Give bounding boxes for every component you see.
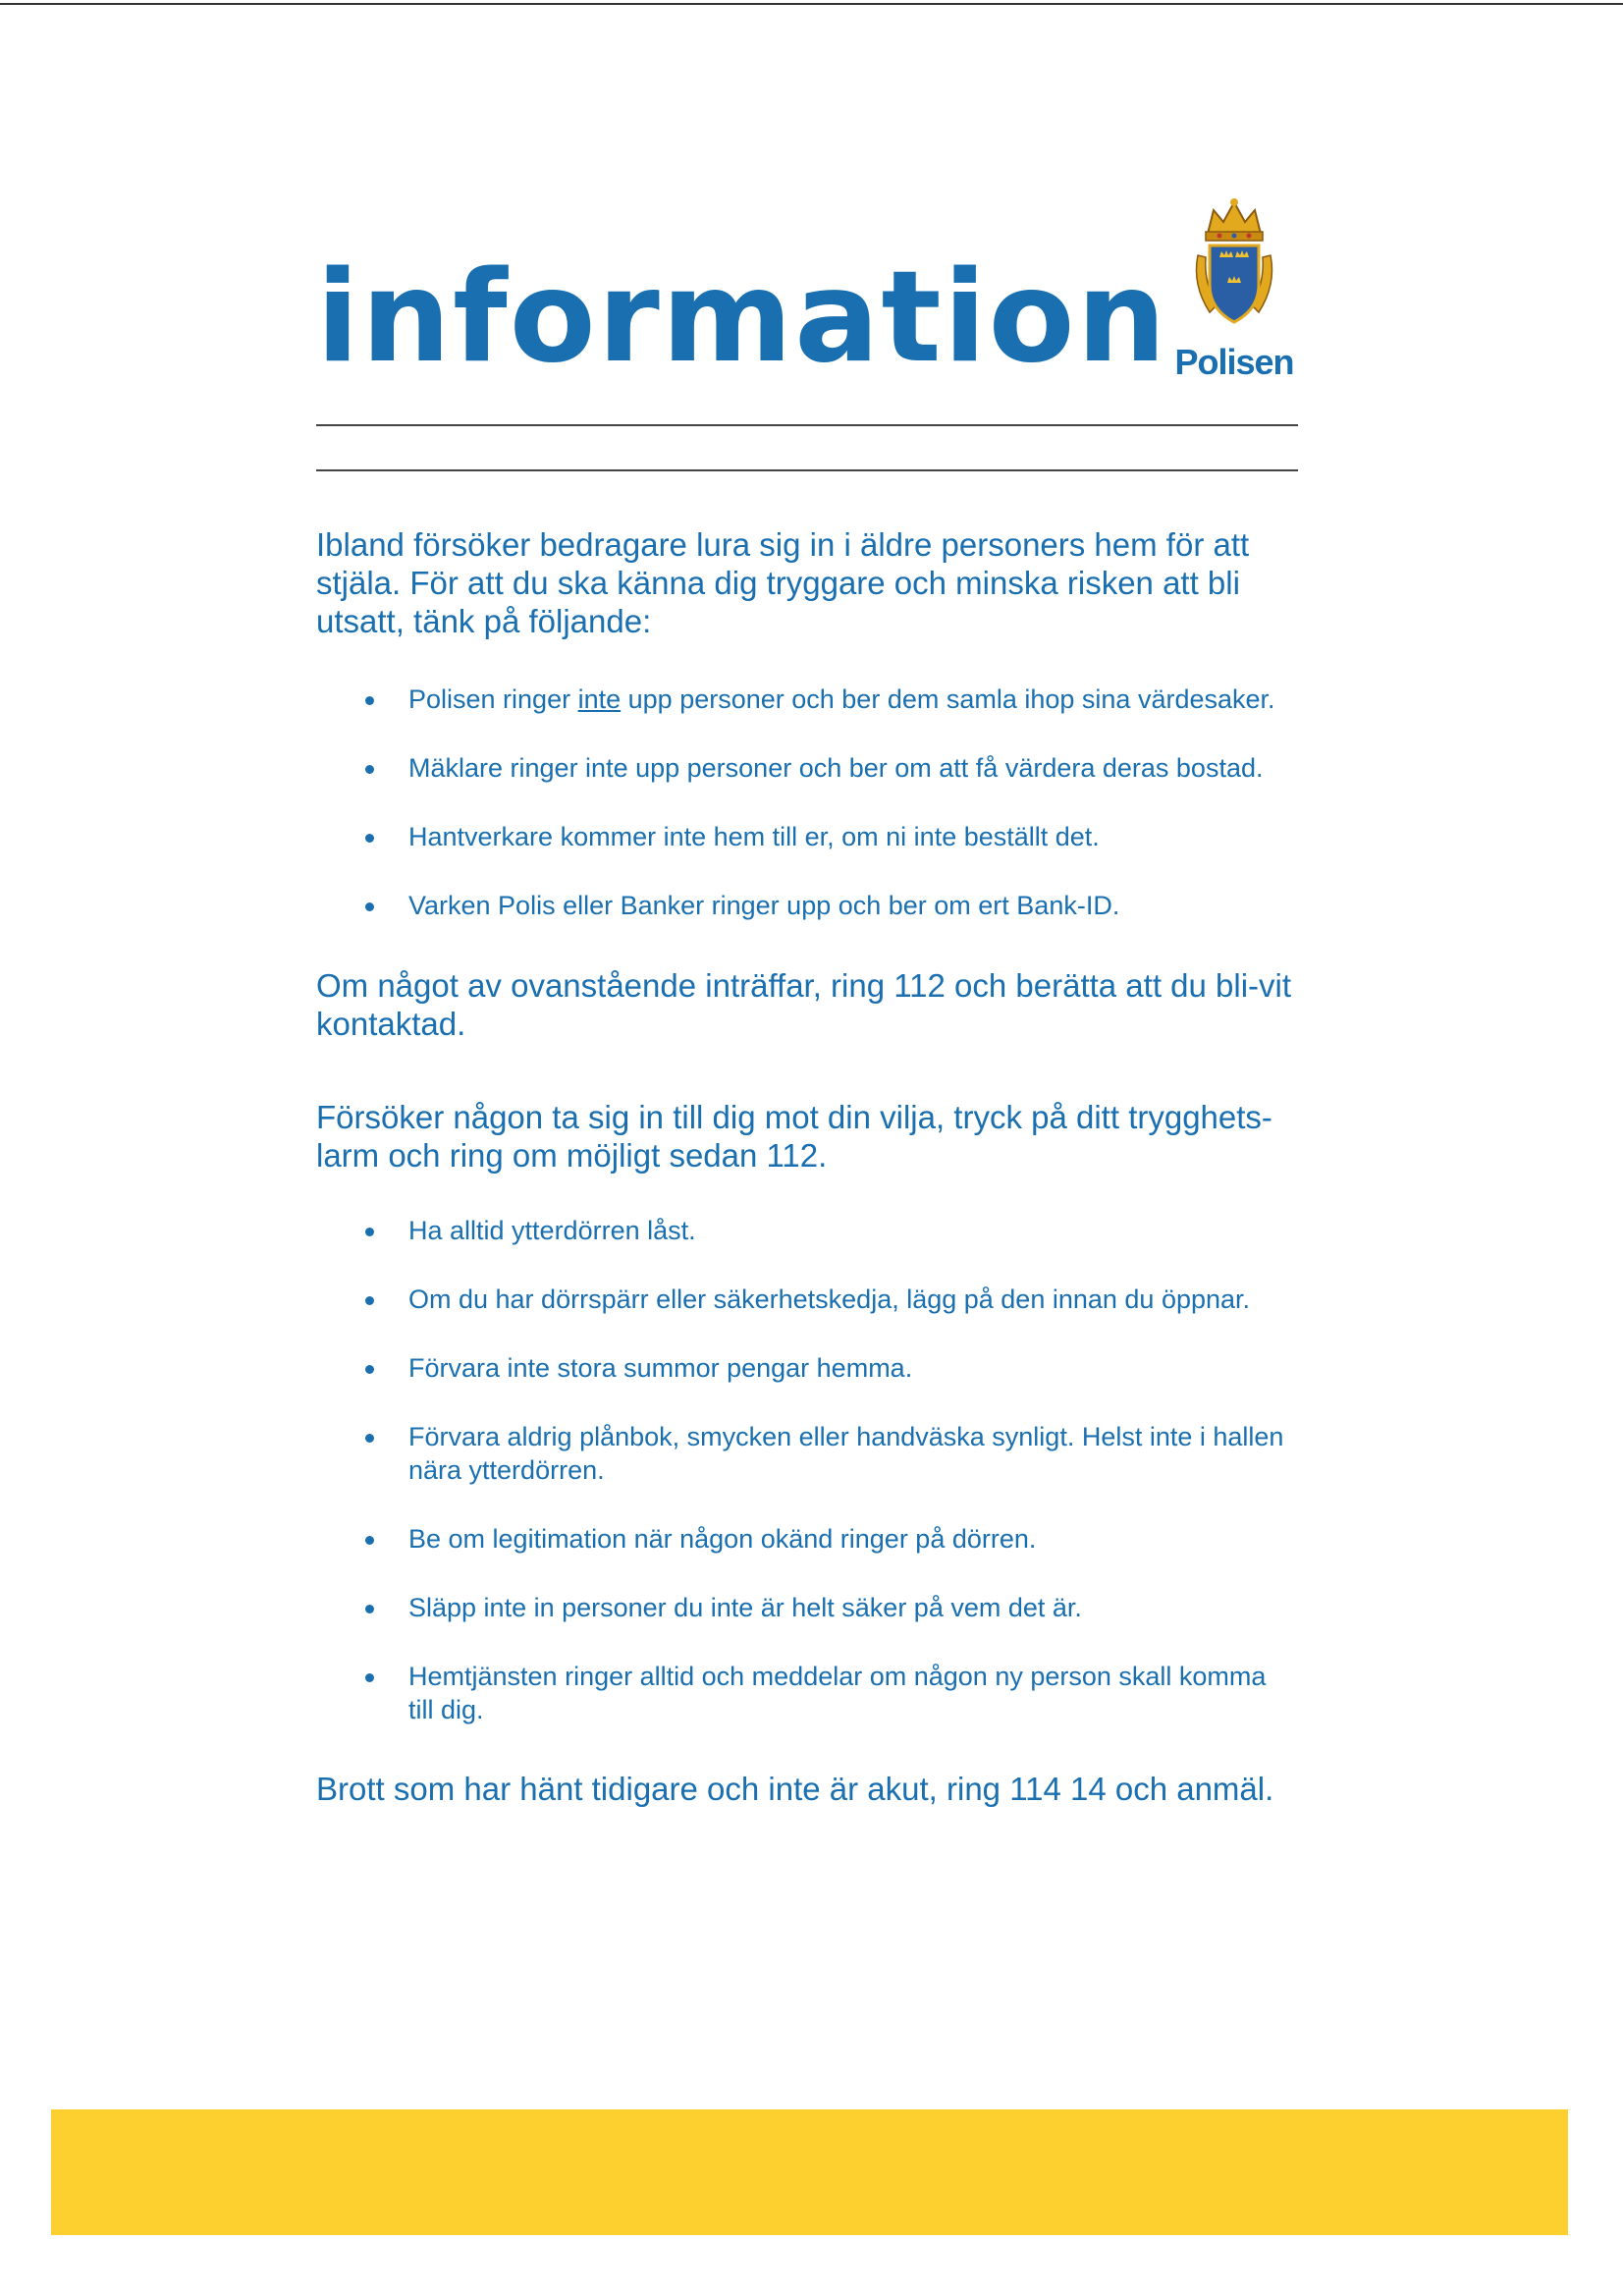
bullet-icon: [365, 1434, 374, 1443]
list-item: Hantverkare kommer inte hem till er, om ni inte beställt det.: [316, 820, 1298, 853]
list-item: Polisen ringer inte upp personer och ber dem samla ihop sina värdesaker.: [316, 683, 1298, 716]
document-header: [316, 196, 1298, 393]
header-divider-top: [316, 424, 1298, 426]
list-item: Hemtjänsten ringer alltid och meddelar om någon ny person skall komma till dig.: [316, 1660, 1298, 1726]
bullet-icon: [365, 834, 374, 843]
alarm-paragraph: Försöker någon ta sig in till dig mot din vilja, tryck på ditt trygghets-larm och ring om möjligt sedan 112.: [316, 1099, 1272, 1174]
bullet-icon: [365, 1673, 374, 1682]
list-item: Be om legitimation när någon okänd ringer på dörren.: [316, 1522, 1298, 1556]
list-item: Varken Polis eller Banker ringer upp och ber om ert Bank-ID.: [316, 889, 1298, 922]
document-body: [316, 525, 1298, 1808]
bullet-icon: [365, 765, 374, 774]
bullet-icon: [365, 902, 374, 911]
logo-wordmark: Polisen: [1174, 342, 1294, 382]
footer-paragraph: Brott som har hänt tidigare och inte är akut, ring 114 14 och anmäl.: [316, 1771, 1274, 1807]
bullet-icon: [365, 1605, 374, 1613]
bullet-icon: [365, 1228, 374, 1236]
intro-paragraph: Ibland försöker bedragare lura sig in i äldre personers hem för att stjäla. För att du ska känna dig tryggare och minska risken att bli utsatt, tänk på följande:: [316, 526, 1250, 639]
police-logo: [1170, 196, 1298, 393]
header-divider-bottom: [316, 469, 1298, 471]
report-paragraph: Om något av ovanstående inträffar, ring 112 och berätta att du bli-vit kontaktad.: [316, 967, 1292, 1042]
police-crown-emblem-icon: [1190, 196, 1278, 334]
safety-list-1: [316, 683, 1298, 922]
bullet-icon: [365, 1296, 374, 1305]
yellow-footer-band: [51, 2109, 1568, 2235]
list-item: Ha alltid ytterdörren låst.: [316, 1214, 1298, 1247]
list-item: Mäklare ringer inte upp personer och ber om att få värdera deras bostad.: [316, 751, 1298, 785]
bullet-icon: [365, 1536, 374, 1545]
bullet-icon: [365, 696, 374, 705]
page-top-border: [0, 3, 1623, 5]
safety-list-2: [316, 1214, 1298, 1726]
list-item: Om du har dörrspärr eller säkerhetskedja, lägg på den innan du öppnar.: [316, 1283, 1298, 1316]
bullet-icon: [365, 1365, 374, 1374]
list-item: Förvara inte stora summor pengar hemma.: [316, 1351, 1298, 1385]
list-item: Förvara aldrig plånbok, smycken eller handväska synligt. Helst inte i hallen nära ytterdörren.: [316, 1420, 1298, 1487]
list-item: Släpp inte in personer du inte är helt säker på vem det är.: [316, 1591, 1298, 1624]
page-title: information: [316, 245, 1168, 391]
